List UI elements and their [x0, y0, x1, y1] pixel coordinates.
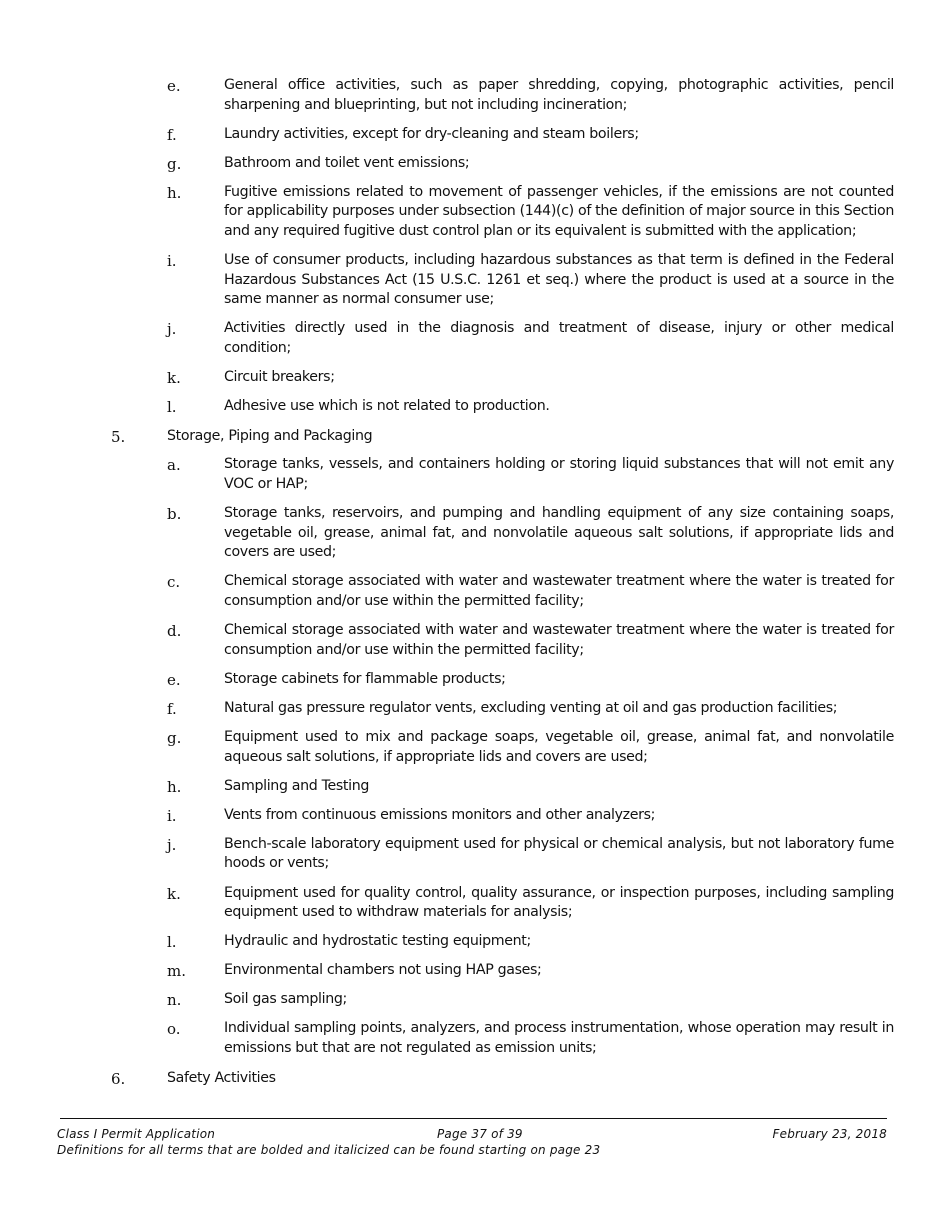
list-item-text: Laundry activities, except for dry-cleaning and steam boilers;: [224, 125, 639, 142]
list-item: [167, 125, 894, 145]
list-item-marker: f.: [167, 125, 177, 144]
list-item-text: Chemical storage associated with water and wastewater treatment where the water is treated for consumption and/or use within the permitted facility;: [224, 573, 894, 609]
list-item-text: Soil gas sampling;: [224, 991, 347, 1008]
list-item-text: Environmental chambers not using HAP gases;: [224, 962, 542, 979]
section-number: 6.: [111, 1069, 126, 1088]
list-item-marker: d.: [167, 622, 182, 641]
list-item-text: Fugitive emissions related to movement of passenger vehicles, if the emissions are not counted for applicability purposes under subsection (144)(c) of the definition of major source in this Section and any required fugitive dust control plan or its equivalent is submitted with the application;: [224, 183, 894, 240]
list-item-marker: k.: [167, 884, 181, 903]
footer-definitions-note: Definitions for all terms that are bolded and italicized can be found starting on page 23: [57, 1143, 601, 1157]
list-item: [167, 183, 894, 242]
list-item-text: Bench-scale laboratory equipment used for physical or chemical analysis, but not laboratory fume hoods or vents;: [224, 835, 894, 872]
list-item: [167, 932, 894, 952]
list-item: [167, 728, 894, 767]
page-footer: [57, 1126, 887, 1158]
list-item: [167, 319, 894, 358]
list-item-marker: j.: [167, 835, 177, 854]
list-item: [167, 699, 894, 719]
list-item-marker: i.: [167, 252, 177, 271]
list-item-marker: m.: [167, 962, 186, 981]
list-item: [167, 806, 894, 826]
list-item: [167, 251, 894, 310]
list-item-marker: l.: [167, 398, 177, 417]
list-item-marker: h.: [167, 183, 182, 202]
section-heading: [111, 427, 894, 447]
list-item-marker: g.: [167, 728, 182, 747]
list-item-marker: k.: [167, 369, 181, 388]
list-item-marker: b.: [167, 505, 182, 524]
list-item: [167, 670, 894, 690]
list-item-text: Chemical storage associated with water and wastewater treatment where the water is treated for consumption and/or use within the permitted facility;: [224, 622, 894, 658]
list-item: [167, 76, 894, 115]
list-item-text: Hydraulic and hydrostatic testing equipment;: [224, 933, 531, 950]
list-item-text: Vents from continuous emissions monitors and other analyzers;: [224, 806, 656, 823]
list-item: [167, 777, 894, 797]
list-item-marker: e.: [167, 77, 181, 95]
list-item-text: Use of consumer products, including hazardous substances as that term is defined in the Federal Hazardous Substances Act (15 U.S.C. 1261 et seq.) where the product is used at a source in the same manner as normal consumer use;: [224, 252, 894, 308]
list-item-marker: e.: [167, 670, 181, 689]
list-item-text: Equipment used for quality control, quality assurance, or inspection purposes, including sampling equipment used to withdraw materials for analysis;: [224, 884, 894, 921]
list-item-marker: o.: [167, 1020, 181, 1039]
list-item: [167, 1019, 894, 1058]
section-title: Storage, Piping and Packaging: [167, 427, 373, 444]
list-item: [167, 990, 894, 1010]
list-item-text: Storage tanks, vessels, and containers holding or storing liquid substances that will not emit any VOC or HAP;: [224, 456, 894, 492]
list-item-marker: n.: [167, 991, 182, 1010]
footer-page-number: Page 37 of 39: [437, 1127, 523, 1141]
list-item: [167, 884, 894, 923]
section-title: Safety Activities: [167, 1069, 276, 1086]
list-item: [167, 455, 894, 494]
list-item-text: Individual sampling points, analyzers, and process instrumentation, whose operation may result in emissions but that are not regulated as emission units;: [224, 1020, 894, 1057]
list-item-marker: f.: [167, 699, 177, 718]
section-heading: [111, 1069, 894, 1089]
list-item: [167, 961, 894, 981]
footer-date: February 23, 2018: [772, 1127, 887, 1141]
list-item-text: Storage cabinets for flammable products;: [224, 670, 506, 687]
list-item-text: Bathroom and toilet vent emissions;: [224, 154, 470, 171]
list-item-text: Activities directly used in the diagnosis and treatment of disease, injury or other medical condition;: [224, 320, 894, 357]
list-item: [167, 504, 894, 563]
list-item-marker: a.: [167, 456, 181, 475]
footer-divider: [60, 1118, 887, 1119]
list-item-text: Circuit breakers;: [224, 369, 335, 386]
footer-document-title: Class I Permit Application: [57, 1127, 216, 1141]
list-item-text: Storage tanks, reservoirs, and pumping and handling equipment of any size containing soaps, vegetable oil, grease, animal fat, and nonvolatile aqueous salt solutions, if appropriate lids and covers are used;: [224, 505, 894, 561]
list-item-text: Adhesive use which is not related to production.: [224, 398, 550, 415]
list-item-marker: g.: [167, 154, 182, 173]
list-item: [167, 835, 894, 874]
section-number: 5.: [111, 427, 126, 446]
list-item: [167, 572, 894, 611]
list-item: [167, 397, 894, 417]
list-item: [167, 154, 894, 174]
list-item-text: Natural gas pressure regulator vents, excluding venting at oil and gas production facilities;: [224, 699, 838, 716]
list-item-text: Sampling and Testing: [224, 777, 369, 794]
list-item-marker: c.: [167, 573, 181, 592]
document-body: [0, 76, 950, 1097]
list-item: [167, 368, 894, 388]
list-item-marker: l.: [167, 933, 177, 952]
list-item: [167, 621, 894, 660]
list-item-marker: h.: [167, 777, 182, 796]
list-item-text: General office activities, such as paper shredding, copying, photographic activities, pencil sharpening and blueprinting, but not including incineration;: [224, 77, 894, 113]
list-item-text: Equipment used to mix and package soaps, vegetable oil, grease, animal fat, and nonvolatile aqueous salt solutions, if appropriate lids and covers are used;: [224, 728, 894, 765]
list-item-marker: i.: [167, 806, 177, 825]
list-item-marker: j.: [167, 320, 177, 339]
